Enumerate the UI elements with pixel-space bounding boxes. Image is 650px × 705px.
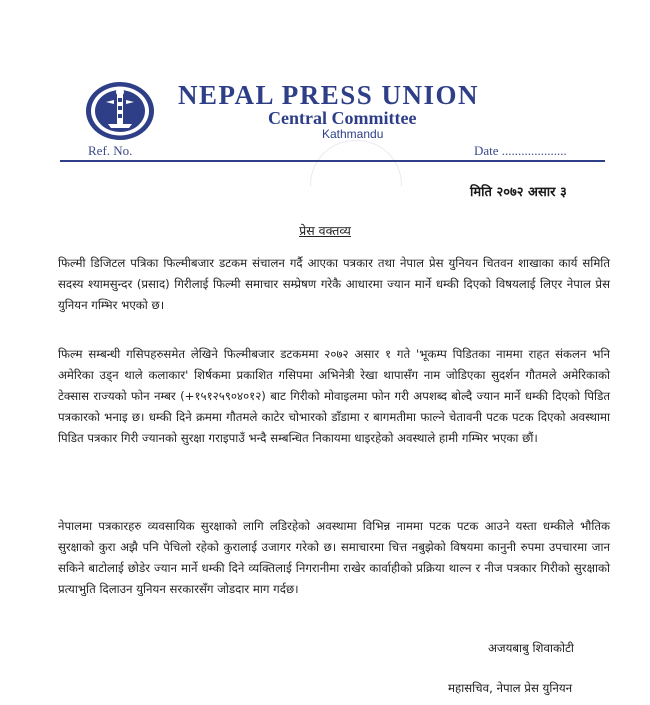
paragraph-3: नेपालमा पत्रकारहरु व्यवसायिक सुरक्षाको लागि लडिरहेको अवस्थामा विभिन्न नाममा पटक पटक आउने यस्ता धम्कीले भौतिक सुरक्षाको कुरा अझै पनि पेचिलो रहेको कुरालाई उजागर गरेको छ। समाचारमा चित्त नबुझेको विषयमा कानुनी रुपमा उपचारमा जान सकिने बाटोलाई छोडेर ज्यान मार्ने धम्की दिने व्यक्तिलाई निगरानीमा राखेर कार्वाहीको प्रक्रिया थाल्न र नीज पत्रकार गिरीको सुरक्षाको प्रत्याभुति दिलाउन युनियन सरकारसँग जोडदार माग गर्दछ।	[58, 519, 610, 596]
organization-name: NEPAL PRESS UNION	[178, 80, 480, 110]
statement-heading: प्रेस वक्तव्य	[299, 223, 351, 238]
press-union-logo-emblem	[84, 80, 156, 142]
reference-number-label: Ref. No.	[88, 143, 133, 158]
date-label: Date ....................	[474, 143, 567, 158]
city-name: Kathmandu	[322, 127, 384, 141]
letterhead	[0, 0, 650, 165]
committee-name: Central Committee	[268, 108, 417, 128]
signatory-name: अजयबाबु शिवाकोटी	[488, 641, 574, 655]
signatory-title: महासचिव, नेपाल प्रेस युनियन	[448, 681, 573, 695]
faint-stamp-mark	[310, 140, 402, 186]
letterhead-divider	[60, 160, 605, 162]
document-date: मिति २०७२ असार ३	[470, 185, 567, 200]
paragraph-2: फिल्म सम्बन्धी गसिपहरुसमेत लेखिने फिल्मीबजार डटकममा २०७२ असार १ गते 'भूकम्प पिडितका नाममा राहत संकलन भनि अमेरिका उड्न थाले कलाकार' शिर्षकमा प्रकाशित गसिपमा अभिनेत्री रेखा थापासँग नाम जोडिएका सुदर्शन गौतमले अमेरिकाको टेक्सास राज्यको फोन नम्बर (+१५१२५९०४०१२) बाट गिरीको मोवाइलमा फोन गरी अपशब्द बोल्दै ज्यान मार्ने धम्की दिएको पिडित पत्रकारको भनाइ छ। धम्की दिने क्रममा गौतमले काटेर चोभारको डाँडामा र बागमतीमा फाल्ने चेतावनी पटक पटक दिएको अवस्थामा पिडित पत्रकार गिरी ज्यानको सुरक्षा गराइपाउँ भन्दै सम्बन्धित निकायमा धाइरहेको अवस्थाले हामी गम्भिर भएका छौं।	[58, 347, 610, 445]
paragraph-1: फिल्मी डिजिटल पत्रिका फिल्मीबजार डटकम संचालन गर्दै आएका पत्रकार तथा नेपाल प्रेस युनियन चितवन शाखाका कार्य समिति सदस्य श्यामसुन्दर (प्रसाद) गिरीलाई फिल्मी समाचार सम्प्रेषण गरेकै आधारमा ज्यान मार्ने धम्की दिएको विषयलाई लिएर नेपाल प्रेस युनियन गम्भिर भएको छ।	[58, 256, 610, 312]
